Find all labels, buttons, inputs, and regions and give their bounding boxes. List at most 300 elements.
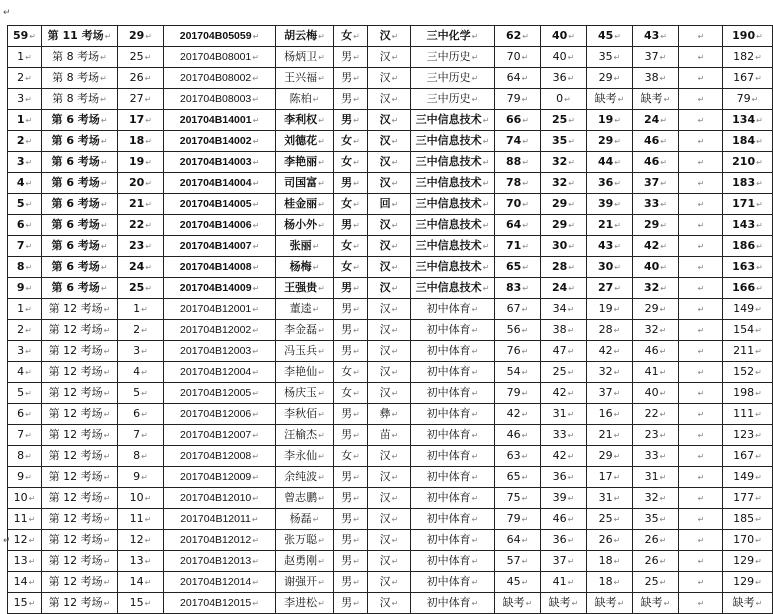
cell-text: 149	[733, 302, 755, 315]
cell-ethnic	[368, 89, 411, 110]
cell-text: 2	[17, 71, 25, 84]
cell-text: 30	[551, 239, 568, 252]
cell-text: 177	[733, 491, 755, 504]
cell-mark-icon: ↵	[659, 431, 667, 440]
cell-mark-icon: ↵	[522, 284, 529, 293]
cell-seat	[118, 425, 164, 446]
cell-seq	[8, 236, 42, 257]
cell-gender	[334, 341, 368, 362]
cell-total	[723, 593, 773, 614]
cell-mark-icon: ↵	[755, 410, 762, 419]
cell-s5	[679, 404, 723, 425]
cell-seat	[118, 110, 164, 131]
cell-mark-icon: ↵	[697, 53, 705, 62]
cell-mark-icon: ↵	[252, 178, 260, 188]
cell-seq	[8, 509, 42, 530]
cell-text: 汉	[379, 596, 391, 609]
cell-mark-icon: ↵	[25, 200, 33, 209]
cell-text: 1	[16, 113, 25, 126]
cell-text: 女	[341, 365, 353, 378]
cell-text: 三中历史	[426, 92, 471, 105]
cell-text: 79	[736, 92, 751, 105]
cell-mark-icon: ↵	[353, 326, 360, 335]
cell-s5	[679, 194, 723, 215]
cell-mark-icon: ↵	[353, 473, 360, 482]
cell-mark-icon: ↵	[391, 116, 399, 125]
cell-text: 36	[552, 71, 567, 84]
cell-text: 王强贵	[284, 281, 318, 294]
cell-mark-icon: ↵	[141, 410, 148, 419]
cell-room	[42, 509, 118, 530]
cell-seq	[8, 551, 42, 572]
cell-s2	[541, 89, 587, 110]
cell-text: 汉	[379, 281, 391, 294]
cell-text: 33	[552, 428, 567, 441]
cell-s2	[541, 404, 587, 425]
cell-mark-icon: ↵	[318, 599, 325, 608]
cell-s1	[495, 425, 541, 446]
cell-s3	[587, 467, 633, 488]
cell-text: 第 6 考场	[51, 260, 100, 273]
cell-text: 苗	[379, 428, 391, 441]
cell-room	[42, 362, 118, 383]
cell-mark-icon: ↵	[697, 578, 705, 587]
cell-subject	[411, 467, 495, 488]
cell-s4	[633, 425, 679, 446]
cell-text: 缺考	[502, 596, 525, 609]
cell-mark-icon: ↵	[660, 137, 667, 146]
cell-s5	[679, 257, 723, 278]
cell-mark-icon: ↵	[471, 578, 479, 587]
cell-text: 19	[128, 155, 145, 168]
cell-mark-icon: ↵	[103, 347, 111, 356]
cell-mark-icon: ↵	[312, 242, 320, 251]
cell-mark-icon: ↵	[353, 74, 360, 83]
cell-s3	[587, 47, 633, 68]
cell-mark-icon: ↵	[660, 32, 667, 41]
cell-text: 李金磊	[284, 323, 318, 336]
cell-text: 12	[13, 533, 28, 546]
cell-text: 57	[506, 554, 521, 567]
cell-id	[164, 488, 276, 509]
cell-text: 第 12 考场	[48, 554, 103, 567]
table-row	[8, 131, 773, 152]
cell-mark-icon: ↵	[567, 452, 575, 461]
cell-name	[276, 320, 334, 341]
cell-mark-icon: ↵	[353, 200, 360, 209]
cell-mark-icon: ↵	[697, 326, 705, 335]
cell-mark-icon: ↵	[318, 494, 325, 503]
cell-mark-icon: ↵	[391, 305, 399, 314]
cell-text: 149	[733, 470, 755, 483]
cell-mark-icon: ↵	[252, 52, 259, 62]
cell-text: 201704B12003	[180, 344, 252, 357]
cell-text: 143	[732, 218, 756, 231]
cell-mark-icon: ↵	[521, 95, 529, 104]
cell-s3	[587, 320, 633, 341]
cell-text: 缺考	[640, 596, 663, 609]
table-row	[8, 509, 773, 530]
cell-text: 32	[551, 176, 568, 189]
cell-mark-icon: ↵	[471, 95, 479, 104]
cell-seq	[8, 341, 42, 362]
cell-text: 40	[643, 260, 660, 273]
cell-s2	[541, 362, 587, 383]
cell-text: 183	[732, 176, 756, 189]
cell-text: 第 11 考场	[47, 29, 104, 42]
cell-mark-icon: ↵	[353, 515, 360, 524]
cell-room	[42, 194, 118, 215]
cell-text: 54	[506, 365, 521, 378]
cell-text: 缺考	[640, 92, 663, 105]
cell-mark-icon: ↵	[100, 137, 108, 146]
cell-text: 32	[644, 323, 659, 336]
cell-mark-icon: ↵	[659, 473, 667, 482]
cell-mark-icon: ↵	[614, 284, 621, 293]
table-row	[8, 278, 773, 299]
cell-text: 66	[505, 113, 522, 126]
cell-mark-icon: ↵	[660, 284, 667, 293]
cell-mark-icon: ↵	[25, 368, 32, 377]
cell-s4	[633, 236, 679, 257]
cell-mark-icon: ↵	[614, 116, 621, 125]
cell-s5	[679, 362, 723, 383]
cell-room	[42, 530, 118, 551]
cell-s1	[495, 236, 541, 257]
cell-mark-icon: ↵	[25, 74, 32, 83]
cell-s5	[679, 152, 723, 173]
cell-text: 初中体育	[426, 596, 471, 609]
cell-text: 谢强开	[284, 575, 318, 588]
cell-text: 桂金丽	[284, 197, 318, 210]
cell-mark-icon: ↵	[144, 515, 152, 524]
cell-text: 9	[133, 470, 141, 483]
cell-s3	[587, 572, 633, 593]
cell-text: 汉	[379, 92, 391, 105]
cell-mark-icon: ↵	[104, 32, 112, 41]
cell-text: 14	[13, 575, 28, 588]
cell-mark-icon: ↵	[103, 536, 111, 545]
cell-text: 汉	[379, 29, 391, 42]
cell-s2	[541, 509, 587, 530]
cell-id	[164, 152, 276, 173]
cell-text: 201704B12012	[180, 533, 252, 546]
cell-mark-icon: ↵	[100, 221, 108, 230]
cell-name	[276, 236, 334, 257]
cell-subject	[411, 47, 495, 68]
cell-mark-icon: ↵	[28, 536, 36, 545]
cell-text: 三中信息技术	[415, 239, 482, 252]
cell-text: 30	[597, 260, 614, 273]
cell-mark-icon: ↵	[252, 556, 259, 566]
cell-mark-icon: ↵	[391, 410, 399, 419]
cell-id	[164, 257, 276, 278]
cell-mark-icon: ↵	[353, 32, 360, 41]
cell-seq	[8, 152, 42, 173]
cell-seat	[118, 467, 164, 488]
cell-mark-icon: ↵	[103, 305, 111, 314]
cell-mark-icon: ↵	[103, 452, 111, 461]
cell-mark-icon: ↵	[755, 53, 762, 62]
cell-text: 汉	[379, 176, 391, 189]
cell-text: 18	[598, 554, 613, 567]
paragraph-mark-icon: ↵	[3, 8, 11, 18]
cell-text: 163	[732, 260, 756, 273]
cell-s5	[679, 425, 723, 446]
cell-text: 三中信息技术	[415, 197, 482, 210]
cell-text: 三中信息技术	[415, 134, 482, 147]
cell-mark-icon: ↵	[521, 347, 529, 356]
cell-mark-icon: ↵	[471, 599, 479, 608]
cell-seat	[118, 236, 164, 257]
cell-room	[42, 236, 118, 257]
cell-total	[723, 26, 773, 47]
cell-text: 201704B12014	[180, 575, 252, 588]
cell-mark-icon: ↵	[755, 599, 763, 608]
cell-text: 6	[16, 218, 25, 231]
cell-text: 1	[17, 302, 25, 315]
cell-text: 汉	[379, 470, 391, 483]
cell-text: 男	[341, 470, 353, 483]
cell-text: 汉	[379, 575, 391, 588]
cell-gender	[334, 110, 368, 131]
cell-mark-icon: ↵	[103, 515, 111, 524]
cell-subject	[411, 404, 495, 425]
cell-text: 汉	[379, 512, 391, 525]
cell-text: 8	[17, 449, 25, 462]
cell-mark-icon: ↵	[28, 494, 36, 503]
cell-mark-icon: ↵	[660, 221, 667, 230]
cell-text: 18	[128, 134, 145, 147]
cell-mark-icon: ↵	[755, 431, 762, 440]
cell-mark-icon: ↵	[318, 116, 325, 125]
cell-s1	[495, 467, 541, 488]
cell-s5	[679, 341, 723, 362]
cell-mark-icon: ↵	[755, 473, 762, 482]
cell-mark-icon: ↵	[755, 536, 762, 545]
cell-gender	[334, 320, 368, 341]
cell-text: 42	[643, 239, 660, 252]
cell-mark-icon: ↵	[145, 242, 152, 251]
cell-s1	[495, 509, 541, 530]
cell-id	[164, 89, 276, 110]
cell-mark-icon: ↵	[252, 598, 259, 608]
cell-text: 男	[341, 533, 353, 546]
cell-text: 三中历史	[426, 71, 471, 84]
cell-room	[42, 215, 118, 236]
cell-total	[723, 194, 773, 215]
cell-ethnic	[368, 446, 411, 467]
cell-mark-icon: ↵	[353, 53, 360, 62]
cell-s5	[679, 488, 723, 509]
cell-total	[723, 467, 773, 488]
cell-text: 201704B12010	[180, 491, 252, 504]
cell-mark-icon: ↵	[391, 95, 399, 104]
cell-s4	[633, 26, 679, 47]
cell-mark-icon: ↵	[697, 284, 705, 293]
cell-mark-icon: ↵	[25, 452, 32, 461]
cell-total	[723, 68, 773, 89]
cell-text: 第 6 考场	[51, 281, 100, 294]
cell-name	[276, 278, 334, 299]
cell-mark-icon: ↵	[471, 53, 479, 62]
cell-text: 201704B12009	[180, 470, 252, 483]
cell-mark-icon: ↵	[391, 200, 399, 209]
cell-mark-icon: ↵	[391, 263, 399, 272]
cell-text: 董逵	[289, 302, 312, 315]
cell-mark-icon: ↵	[144, 599, 152, 608]
cell-text: 7	[17, 428, 25, 441]
cell-text: 第 6 考场	[51, 218, 100, 231]
cell-text: 170	[733, 533, 755, 546]
cell-mark-icon: ↵	[252, 220, 260, 230]
cell-mark-icon: ↵	[353, 599, 360, 608]
cell-text: 28	[551, 260, 568, 273]
cell-text: 第 12 考场	[48, 491, 103, 504]
cell-mark-icon: ↵	[521, 53, 529, 62]
cell-subject	[411, 320, 495, 341]
cell-mark-icon: ↵	[755, 368, 762, 377]
cell-mark-icon: ↵	[353, 389, 360, 398]
cell-seq	[8, 446, 42, 467]
cell-text: 29	[128, 29, 145, 42]
cell-id	[164, 215, 276, 236]
cell-seq	[8, 404, 42, 425]
cell-text: 张丽	[289, 239, 312, 252]
cell-seat	[118, 341, 164, 362]
cell-text: 汉	[379, 323, 391, 336]
cell-subject	[411, 425, 495, 446]
cell-total	[723, 509, 773, 530]
cell-s5	[679, 320, 723, 341]
cell-mark-icon: ↵	[697, 74, 705, 83]
cell-name	[276, 362, 334, 383]
cell-seat	[118, 488, 164, 509]
cell-mark-icon: ↵	[482, 116, 490, 125]
cell-text: 8	[16, 260, 25, 273]
cell-mark-icon: ↵	[613, 473, 621, 482]
cell-mark-icon: ↵	[613, 536, 621, 545]
cell-s3	[587, 110, 633, 131]
cell-s5	[679, 446, 723, 467]
cell-room	[42, 341, 118, 362]
cell-seq	[8, 68, 42, 89]
cell-mark-icon: ↵	[318, 368, 325, 377]
cell-subject	[411, 341, 495, 362]
cell-ethnic	[368, 383, 411, 404]
cell-text: 杨庆玉	[284, 386, 318, 399]
cell-s5	[679, 572, 723, 593]
cell-text: 三中信息技术	[415, 260, 482, 273]
table-row	[8, 236, 773, 257]
cell-text: 25	[128, 281, 145, 294]
cell-text: 7	[133, 428, 141, 441]
cell-text: 第 12 考场	[48, 302, 103, 315]
cell-text: 26	[598, 533, 613, 546]
cell-mark-icon: ↵	[660, 158, 667, 167]
cell-s2	[541, 383, 587, 404]
cell-mark-icon: ↵	[755, 389, 762, 398]
cell-s4	[633, 467, 679, 488]
cell-mark-icon: ↵	[318, 473, 325, 482]
cell-mark-icon: ↵	[28, 557, 36, 566]
cell-text: 汉	[379, 239, 391, 252]
cell-s2	[541, 467, 587, 488]
cell-mark-icon: ↵	[252, 451, 259, 461]
cell-text: 29	[551, 197, 568, 210]
cell-mark-icon: ↵	[100, 263, 108, 272]
cell-s4	[633, 404, 679, 425]
cell-mark-icon: ↵	[568, 221, 575, 230]
cell-mark-icon: ↵	[755, 74, 762, 83]
cell-text: 23	[128, 239, 145, 252]
cell-text: 男	[341, 218, 353, 231]
cell-text: 男	[341, 554, 353, 567]
cell-text: 第 12 考场	[48, 512, 103, 525]
cell-mark-icon: ↵	[252, 493, 259, 503]
cell-s4	[633, 173, 679, 194]
cell-s4	[633, 299, 679, 320]
cell-text: 64	[505, 218, 522, 231]
cell-id	[164, 446, 276, 467]
cell-mark-icon: ↵	[144, 557, 152, 566]
cell-s3	[587, 68, 633, 89]
cell-mark-icon: ↵	[25, 473, 32, 482]
table-row	[8, 257, 773, 278]
cell-mark-icon: ↵	[353, 221, 360, 230]
cell-total	[723, 89, 773, 110]
cell-s5	[679, 593, 723, 614]
cell-text: 4	[133, 365, 141, 378]
cell-mark-icon: ↵	[318, 557, 325, 566]
cell-mark-icon: ↵	[252, 199, 260, 209]
cell-mark-icon: ↵	[697, 431, 705, 440]
cell-s4	[633, 530, 679, 551]
cell-mark-icon: ↵	[663, 95, 671, 104]
cell-mark-icon: ↵	[482, 200, 490, 209]
cell-mark-icon: ↵	[252, 73, 259, 83]
cell-mark-icon: ↵	[312, 263, 320, 272]
cell-id	[164, 68, 276, 89]
cell-text: 11	[13, 512, 28, 525]
cell-mark-icon: ↵	[353, 536, 360, 545]
cell-text: 李进松	[284, 596, 318, 609]
cell-id	[164, 110, 276, 131]
cell-text: 39	[597, 197, 614, 210]
cell-s1	[495, 257, 541, 278]
cell-mark-icon: ↵	[25, 116, 33, 125]
cell-text: 女	[341, 239, 353, 252]
cell-s1	[495, 551, 541, 572]
cell-ethnic	[368, 194, 411, 215]
cell-ethnic	[368, 425, 411, 446]
cell-s2	[541, 194, 587, 215]
cell-text: 25	[551, 113, 568, 126]
cell-mark-icon: ↵	[660, 116, 667, 125]
cell-name	[276, 467, 334, 488]
cell-s2	[541, 446, 587, 467]
cell-text: 男	[341, 176, 353, 189]
cell-text: 46	[506, 428, 521, 441]
cell-text: 三中化学	[426, 29, 471, 42]
cell-mark-icon: ↵	[568, 284, 575, 293]
cell-text: 123	[733, 428, 755, 441]
cell-text: 63	[506, 449, 521, 462]
cell-s5	[679, 26, 723, 47]
cell-s5	[679, 551, 723, 572]
cell-seat	[118, 278, 164, 299]
cell-text: 24	[551, 281, 568, 294]
